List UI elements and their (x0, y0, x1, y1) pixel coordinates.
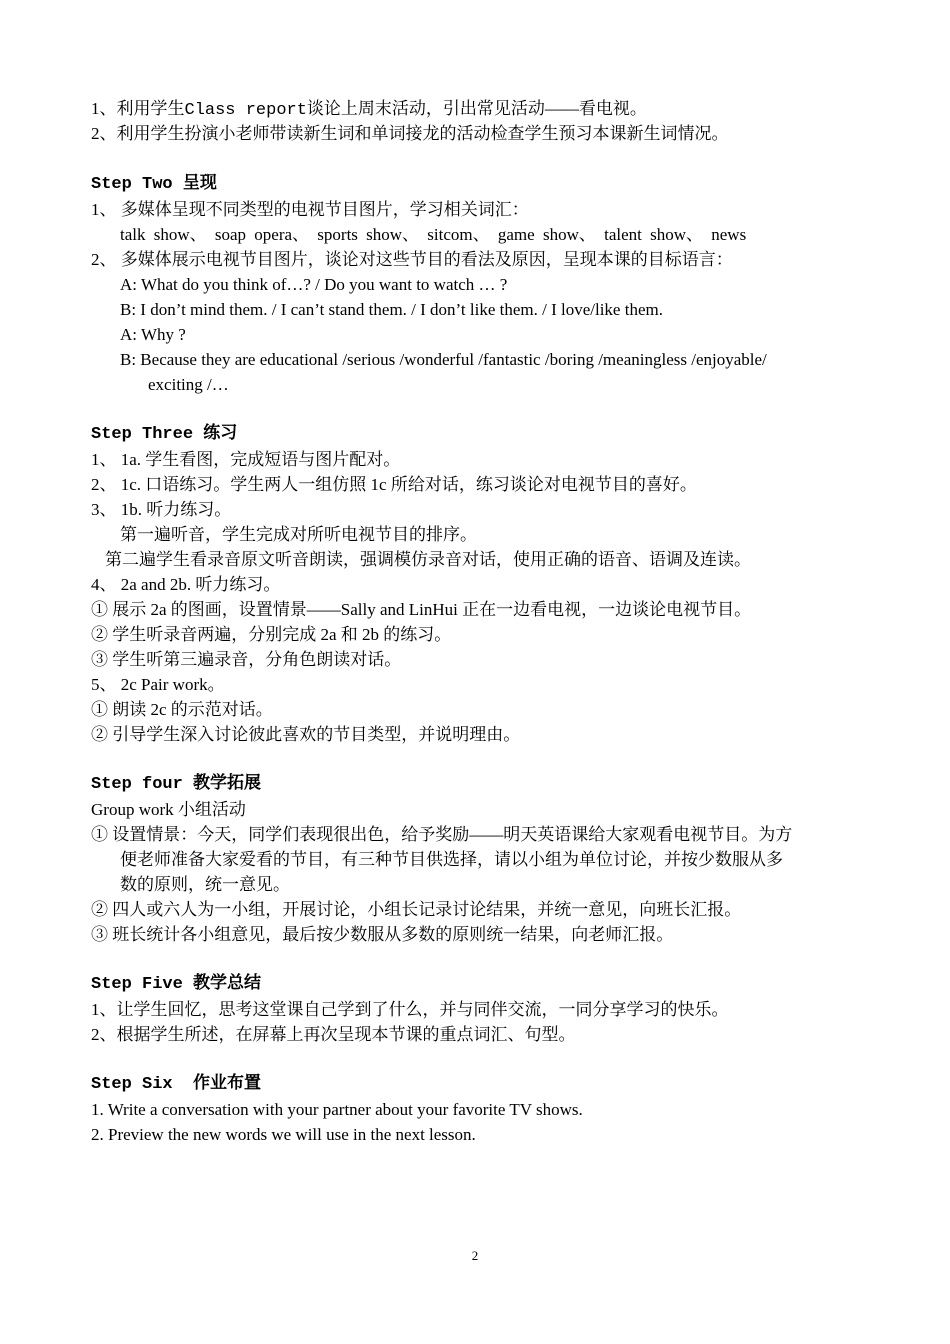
step-four-line: ③ 班长统计各小组意见，最后按少数服从多数的原则统一结果，向老师汇报。 (91, 925, 674, 944)
step-three-line: 第一遍听音，学生完成对所听电视节目的排序。 (120, 525, 477, 544)
step-three-line: ② 引导学生深入讨论彼此喜欢的节目类型，并说明理由。 (91, 725, 521, 744)
step-five-line: 2、根据学生所述，在屏幕上再次呈现本节课的重点词汇、句型。 (91, 1025, 576, 1044)
step-three-line: ③ 学生听第三遍录音，分角色朗读对话。 (91, 650, 402, 669)
step-four-line: 数的原则，统一意见。 (120, 875, 290, 894)
step-three-line: ② 学生听录音两遍，分别完成 2a 和 2b 的练习。 (91, 625, 452, 644)
step-two-item-1: 1、 多媒体呈现不同类型的电视节目图片，学习相关词汇： (91, 200, 529, 219)
step-six-line: 2. Preview the new words we will use in the next lesson. (91, 1125, 476, 1144)
step-three-heading: Step Three 练习 (91, 425, 238, 444)
dialog-line: A: Why ? (120, 325, 186, 344)
intro-item-1 (91, 98, 647, 122)
dialog-line: B: I don’t mind them. / I can’t stand them. / I don’t like them. / I love/like them. (120, 300, 663, 319)
step-four-line: 便老师准备大家爱看的节目，有三种节目供选择，请以小组为单位讨论，并按少数服从多 (120, 850, 783, 869)
step-two-heading: Step Two 呈现 (91, 175, 217, 194)
step-three-line: 3、 1b. 听力练习。 (91, 500, 232, 519)
page-number: 2 (471, 1248, 479, 1263)
step-three-line: ① 朗读 2c 的示范对话。 (91, 700, 273, 719)
step-two-item-2: 2、 多媒体展示电视节目图片，谈论对这些节目的看法及原因，呈现本课的目标语言： (91, 250, 733, 269)
step-three-line: 2、 1c. 口语练习。学生两人一组仿照 1c 所给对话，练习谈论对电视节目的喜好。 (91, 475, 697, 494)
intro-item-1-suffix: 谈论上周末活动，引出常见活动——看电视。 (306, 99, 647, 118)
step-four-heading: Step four 教学拓展 (91, 775, 262, 794)
intro-item-1-code: Class report (184, 101, 307, 120)
dialog-line: exciting /… (148, 375, 229, 394)
step-four-line: ① 设置情景：今天，同学们表现很出色，给予奖励——明天英语课给大家观看电视节目。为方 (91, 825, 793, 844)
step-six-heading: Step Six 作业布置 (91, 1075, 262, 1094)
step-three-line: 5、 2c Pair work。 (91, 675, 225, 694)
step-three-line: 第二遍学生看录音原文听音朗读，强调模仿录音对话，使用正确的语音、语调及连读。 (105, 550, 751, 569)
intro-item-2: 2、利用学生扮演小老师带读新生词和单词接龙的活动检查学生预习本课新生词情况。 (91, 124, 729, 143)
step-five-heading: Step Five 教学总结 (91, 975, 262, 994)
dialog-line: B: Because they are educational /serious /wonderful /fantastic /boring /meaningless /enjoyable/ (120, 350, 767, 369)
step-three-line: 1、 1a. 学生看图，完成短语与图片配对。 (91, 450, 401, 469)
step-four-line: Group work 小组活动 (91, 800, 246, 819)
step-three-line: 4、 2a and 2b. 听力练习。 (91, 575, 281, 594)
intro-item-1-prefix: 1、利用学生 (91, 99, 185, 118)
dialog-line: A: What do you think of…? / Do you want to watch … ? (120, 275, 508, 294)
step-two-vocab: talk show、 soap opera、 sports show、 sitcom、 game show、 talent show、 news (120, 225, 747, 244)
step-six-line: 1. Write a conversation with your partner about your favorite TV shows. (91, 1100, 583, 1119)
step-three-line: ① 展示 2a 的图画，设置情景——Sally and LinHui 正在一边看电视，一边谈论电视节目。 (91, 600, 752, 619)
step-four-line: ② 四人或六人为一小组，开展讨论，小组长记录讨论结果，并统一意见，向班长汇报。 (91, 900, 742, 919)
step-five-line: 1、让学生回忆，思考这堂课自己学到了什么，并与同伴交流，一同分享学习的快乐。 (91, 1000, 729, 1019)
